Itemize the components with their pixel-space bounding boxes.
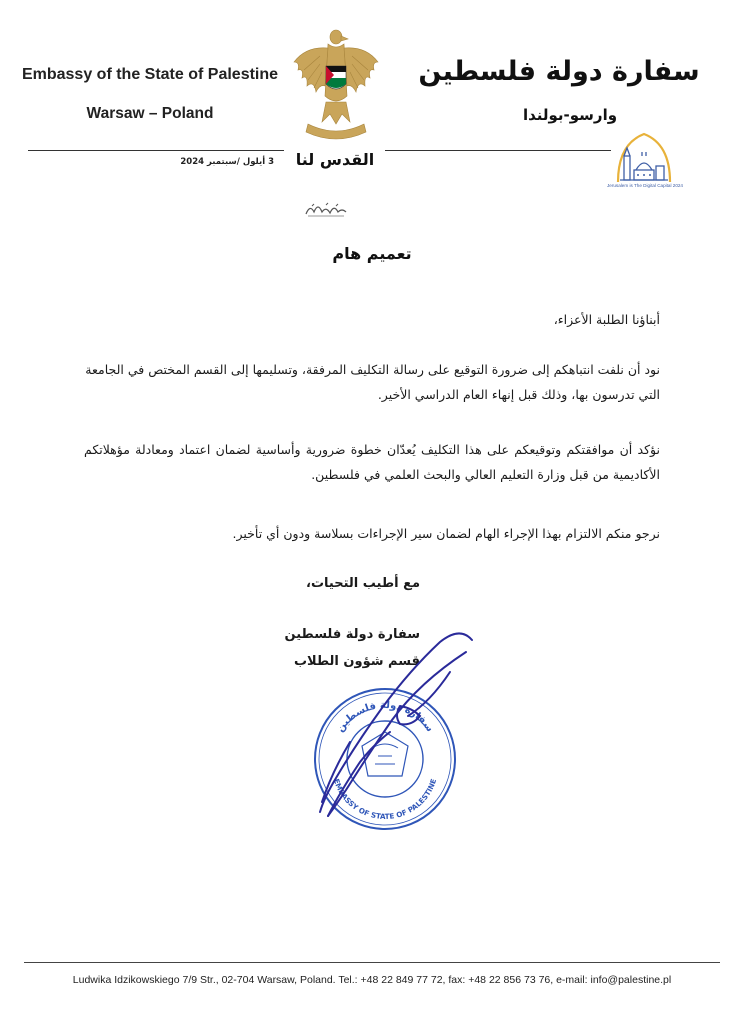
city-ar: وارسو-بولندا	[522, 106, 618, 124]
signatory-department: قسم شؤون الطلاب	[293, 654, 420, 669]
letter-paragraph-1: نود أن نلفت انتباهكم إلى ضرورة التوقيع على رسالة التكليف المرفقة، وتسليمها إلى القسم المختص في الجامعة التي تدرسون بها، وذلك قبل إنهاء العام الدراسي الأخير.	[85, 362, 660, 402]
signatory-embassy: سفارة دولة فلسطين	[284, 627, 420, 642]
letter-closing: مع أطيب التحيات،	[306, 576, 420, 591]
header-rule-left	[28, 150, 284, 151]
letter-paragraph-3: نرجو منكم الالتزام بهذا الإجراء الهام لضمان سير الإجراءات بسلاسة ودون أي تأخير.	[232, 526, 660, 541]
embassy-name-en: Embassy of the State of Palestine	[21, 66, 279, 83]
palestine-eagle-emblem-icon	[290, 26, 382, 146]
motto-ar: القدس لنا	[295, 150, 375, 169]
city-en: Warsaw – Poland	[86, 105, 214, 122]
footer-address: Ludwika Idzikowskiego 7/9 Str., 02-704 Warsaw, Poland. Tel.: +48 22 849 77 72, fax: +48 22 856 73 76, e-mail: info@palestine.pl	[72, 974, 672, 986]
letter-greeting: أبناؤنا الطلبة الأعزاء،	[553, 312, 660, 327]
jerusalem-logo-icon	[612, 126, 676, 206]
header-rule-right	[385, 150, 611, 151]
footer-rule	[24, 962, 720, 963]
stamp-text-en: EMBASSY OF STATE OF PALESTINE	[331, 777, 439, 822]
calligraphy-mark-icon	[302, 198, 350, 220]
handwritten-signature	[300, 612, 490, 828]
stamp-text-ar: سفارة دولة فلسطين	[334, 699, 436, 735]
letter-date: 3 أيلول /سبتمبر 2024	[180, 157, 274, 167]
jerusalem-logo-caption: Jerusalem is The Digital Capital 2024	[606, 183, 683, 188]
letter-subject: تعميم هام	[332, 244, 412, 263]
letter-paragraph-2: نؤكد أن موافقتكم وتوقيعكم على هذا التكليف يُعدّان خطوة ضرورية وأساسية لضمان اعتماد ومعادلة مؤهلاتكم الأكاديمية من قبل وزارة التعليم العالي والبحث العلمي في فلسطين.	[84, 442, 660, 482]
embassy-name-ar: سفارة دولة فلسطين	[418, 56, 700, 87]
